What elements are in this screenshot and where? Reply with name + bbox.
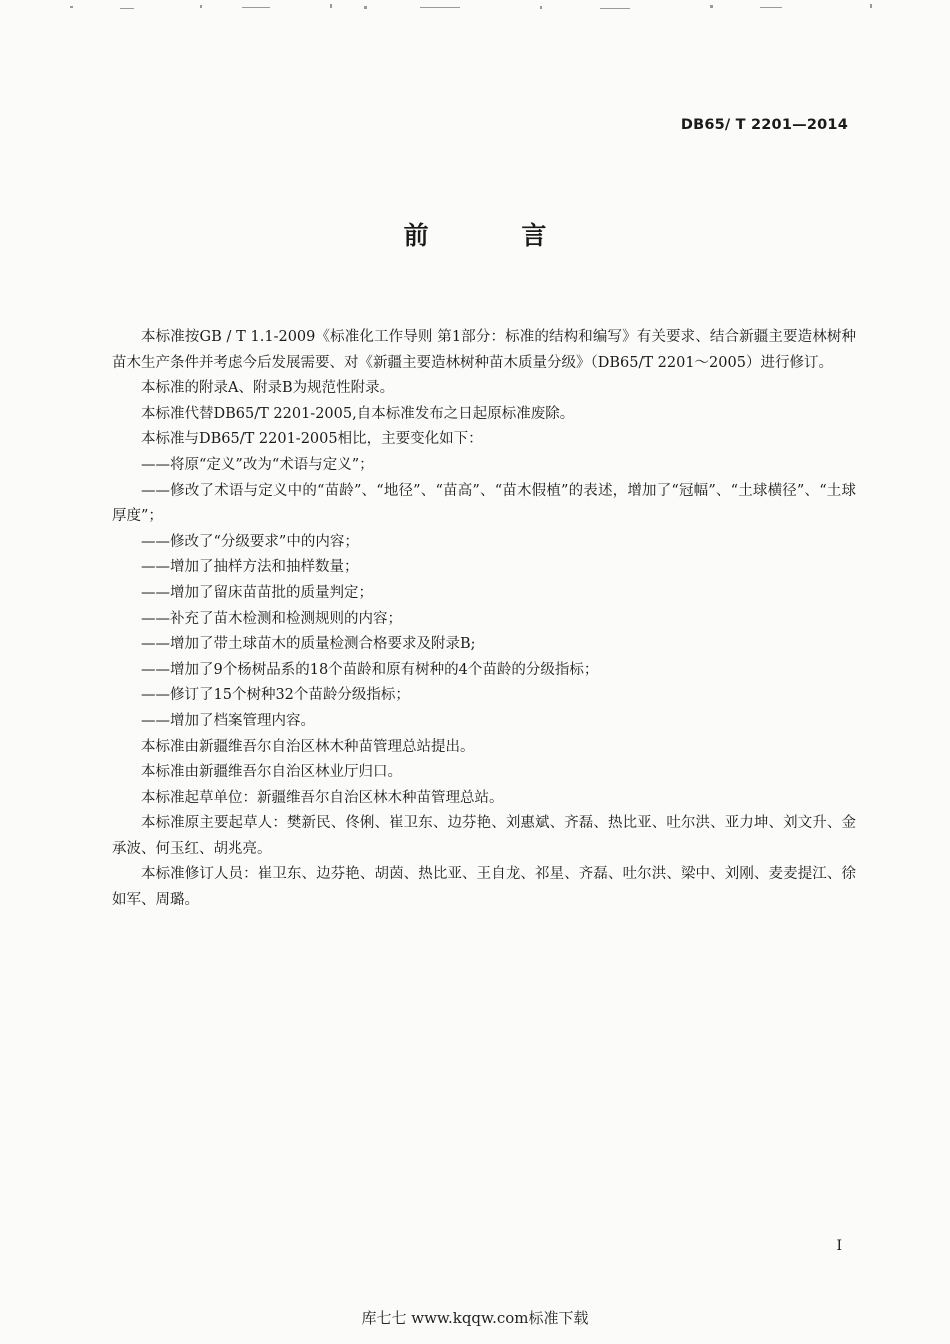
paragraph: 本标准与DB65/T 2201-2005相比，主要变化如下： xyxy=(141,431,483,448)
change-item: ——修改了“分级要求”中的内容； xyxy=(141,533,359,550)
body-text xyxy=(112,325,856,914)
paragraph: 本标准代替DB65/T 2201-2005,自本标准发布之日起原标准废除。 xyxy=(141,405,575,422)
paragraph: 本标准由新疆维吾尔自治区林业厅归口。 xyxy=(141,764,402,781)
change-item: ——增加了留床苗苗批的质量判定； xyxy=(141,584,373,601)
change-item: ——将原“定义”改为“术语与定义”； xyxy=(141,456,374,473)
page-number: I xyxy=(836,1238,842,1254)
paragraph: 本标准由新疆维吾尔自治区林木种苗管理总站提出。 xyxy=(141,738,475,755)
paragraph: 本标准起草单位：新疆维吾尔自治区林木种苗管理总站。 xyxy=(141,789,504,806)
footer-watermark: 库七七 www.kqqw.com标准下载 xyxy=(361,1309,589,1327)
change-item: ——修订了15个树种32个苗龄分级指标； xyxy=(141,687,410,704)
change-item: ——增加了带土球苗木的质量检测合格要求及附录B; xyxy=(141,636,476,653)
page-title: 前 言 xyxy=(403,221,589,250)
scan-noise xyxy=(0,0,950,60)
change-item: ——补充了苗木检测和检测规则的内容； xyxy=(141,610,402,627)
paragraph: 本标准原主要起草人：樊新民、佟俐、崔卫东、边芬艳、刘惠斌、齐磊、热比亚、吐尔洪、亚力坤、刘文升、金承波、何玉红、胡兆亮。 xyxy=(112,815,856,857)
change-item: ——增加了抽样方法和抽样数量； xyxy=(141,559,359,576)
standard-code: DB65/ T 2201—2014 xyxy=(680,117,848,133)
paragraph: 本标准的附录A、附录B为规范性附录。 xyxy=(141,380,395,397)
change-item: ——修改了术语与定义中的“苗龄”、“地径”、“苗高”、“苗木假植”的表述，增加了“冠幅”、“土球横径”、“土球厚度”； xyxy=(112,482,856,525)
change-item: ——增加了档案管理内容。 xyxy=(141,712,315,729)
paragraph: 本标准按GB / T 1.1-2009《标准化工作导则 第1部分：标准的结构和编写》有关要求、结合新疆主要造林树种苗木生产条件并考虑今后发展需要、对《新疆主要造林树种苗木质量分级》（DB65/T 2201～2005）进行修订。 xyxy=(112,329,856,371)
change-item: ——增加了9个杨树品系的18个苗龄和原有树种的4个苗龄的分级指标； xyxy=(141,661,599,678)
paragraph: 本标准修订人员：崔卫东、边芬艳、胡茵、热比亚、王自龙、祁星、齐磊、吐尔洪、梁中、刘刚、麦麦提江、徐如军、周璐。 xyxy=(112,866,856,909)
